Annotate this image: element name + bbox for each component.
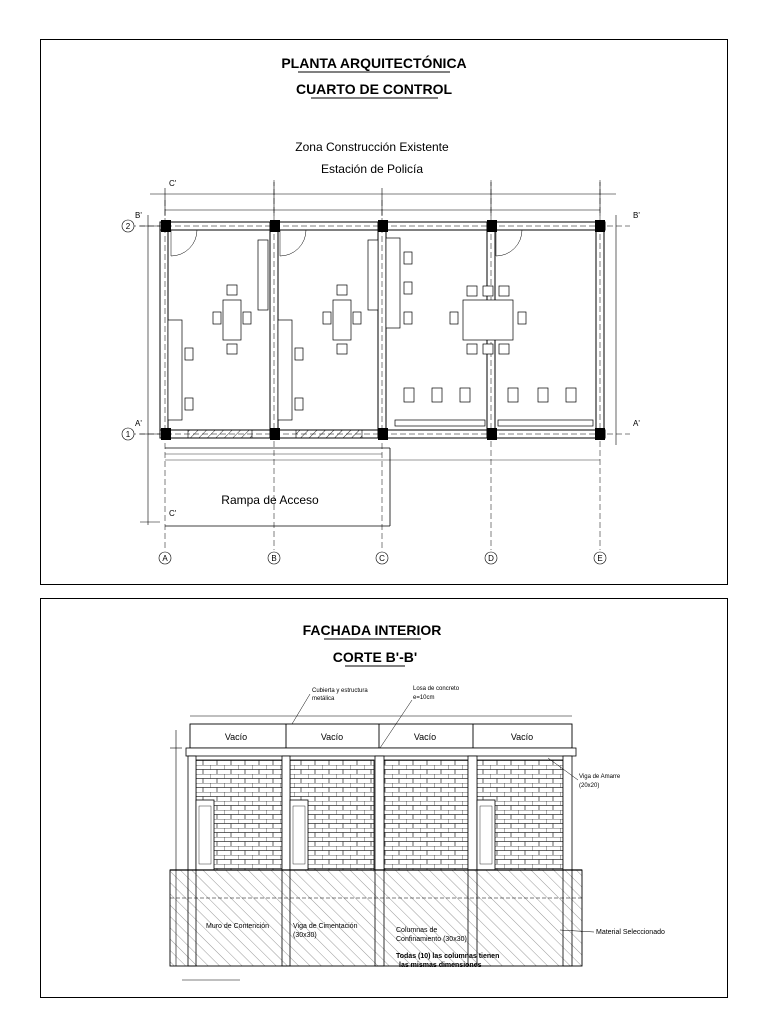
access-ramp-label: Rampa de Acceso xyxy=(221,493,319,507)
note-columns: Columnas de xyxy=(396,927,438,934)
furniture-room-a xyxy=(168,240,268,420)
note-tie-beam-2: (20x20) xyxy=(579,783,600,789)
note-retaining-wall: Muro de Contención xyxy=(206,923,270,930)
note-slab-2: e=10cm xyxy=(413,695,435,701)
grid-axes xyxy=(130,180,630,550)
door-swings xyxy=(171,230,522,256)
void-4: Vacío xyxy=(510,732,534,742)
note-fill-material: Material Seleccionado xyxy=(596,929,665,936)
svg-text:A: A xyxy=(162,554,168,563)
window-room-a xyxy=(188,430,252,438)
furniture-room-b xyxy=(278,240,378,420)
note-roof-2: metálica xyxy=(312,696,335,702)
section-mark-b-right: B' xyxy=(633,211,640,220)
void-2: Vacío xyxy=(320,732,344,742)
svg-text:E: E xyxy=(597,554,603,563)
plan-title: PLANTA ARQUITECTÓNICA xyxy=(281,55,467,71)
elevation-subtitle: CORTE B'-B' xyxy=(332,649,418,665)
window-room-b xyxy=(296,430,362,438)
note-columns-2: Confinamiento (30x30) xyxy=(396,936,467,943)
grid-bubble-2 xyxy=(122,220,134,232)
section-mark-a-left: A' xyxy=(135,419,142,428)
grid-bubble-d xyxy=(485,552,497,564)
furniture-room-c xyxy=(386,238,593,426)
note-all-columns: Todas (10) las columnas tienen xyxy=(396,953,500,960)
existing-zone-label: Zona Construcción Existente xyxy=(295,140,449,154)
void-3: Vacío xyxy=(413,732,437,742)
grid-bubble-1 xyxy=(122,428,134,440)
section-mark-b-left: B' xyxy=(135,211,142,220)
section-mark-c-top: C' xyxy=(169,179,177,188)
void-1: Vacío xyxy=(224,732,248,742)
svg-text:C: C xyxy=(379,554,385,563)
grid-bubble-c xyxy=(376,552,388,564)
grid-bubble-b xyxy=(268,552,280,564)
note-slab: Losa de concreto xyxy=(413,686,460,692)
grid-bubble-e xyxy=(594,552,606,564)
note-all-columns-2: las mismas dimensiones xyxy=(399,962,482,969)
top-dimension-lines xyxy=(150,182,616,216)
section-mark-c-bottom: C' xyxy=(169,509,177,518)
elevation-sheet xyxy=(40,598,728,998)
grid-bubble-a xyxy=(159,552,171,564)
access-ramp-outline xyxy=(165,448,600,526)
note-roof: Cubierta y estructura xyxy=(312,688,368,694)
existing-zone-sublabel: Estación de Policía xyxy=(320,162,424,176)
elevation-title: FACHADA INTERIOR xyxy=(302,622,442,638)
note-tie-beam: Viga de Amarre xyxy=(579,774,621,780)
svg-text:2: 2 xyxy=(125,222,131,231)
svg-text:D: D xyxy=(488,554,494,563)
note-foundation-beam-2: (30x30) xyxy=(293,932,317,939)
svg-text:B: B xyxy=(271,554,277,563)
svg-text:1: 1 xyxy=(125,430,131,439)
plan-subtitle: CUARTO DE CONTROL xyxy=(295,81,453,97)
section-mark-a-right: A' xyxy=(633,419,640,428)
note-foundation-beam: Viga de Cimentación xyxy=(293,923,358,930)
